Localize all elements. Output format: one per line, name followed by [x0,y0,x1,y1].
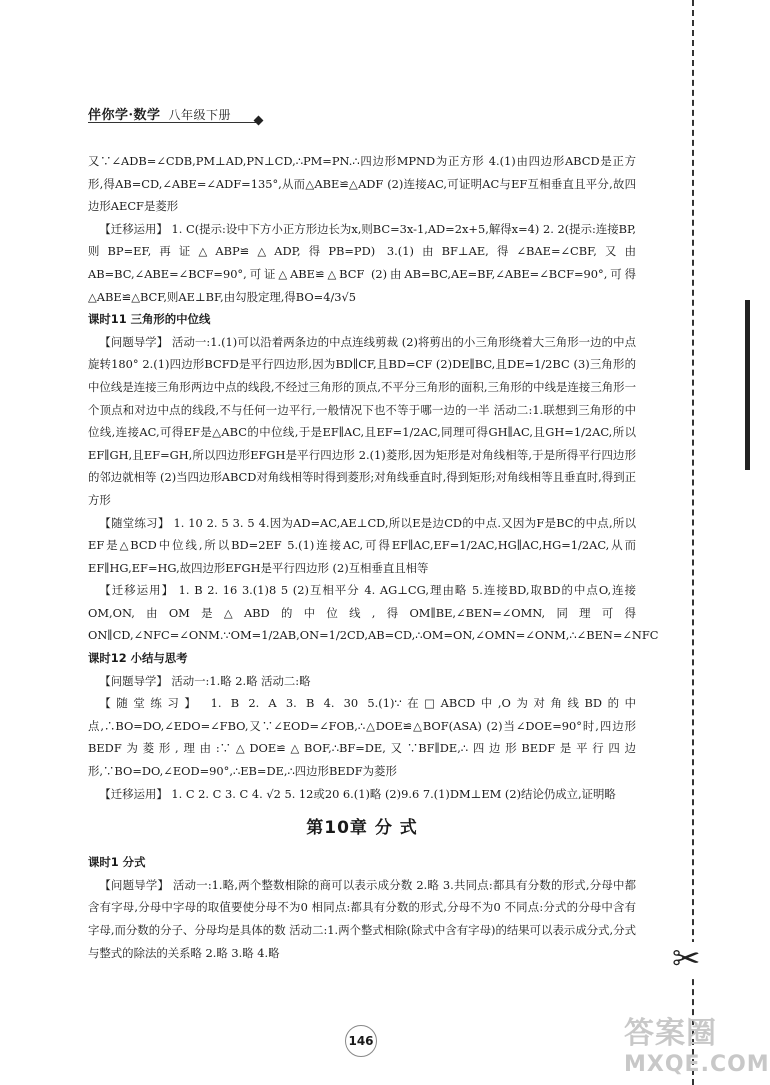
page-edge-bar [745,300,750,470]
answer-paragraph: 【问题导学】 活动一:1.略 2.略 活动二:略 [99,673,311,688]
lesson-heading: 课时11 三角形的中位线 [88,312,211,327]
watermark-line1: 答案圈 [624,1016,717,1051]
answer-paragraph: 【随堂练习】 1. B 2. A 3. B 4. 30 5.(1)∵在□ABCD中,O为对角线BD的中点,∴BO=DO,∠EDO=∠FBO,又∵∠EOD=∠FOB,∴△DOE≌△BOF(ASA) (2)当∠DOE=90°时,四边形BEDF为菱形,理由:∵△DOE≌△BOF,∴BF=DE,又∵BF∥DE,∴四边形BEDF是平行四边形,∵BO=DO,∠EOD=90°,∴EB=DE,∴四边形BEDF为菱形 [88,696,636,779]
grade-label: 八年级下册 [168,108,232,122]
answer-paragraph: 【问题导学】 活动一:1.略,两个整数相除的商可以表示成分数 2.略 3.共同点:都具有分数的形式,分母中都含有字母,分母中字母的取值要使分母不为0 相同点:都具有分数的形式,分母不为0 不同点:分式的分母中含有字母,而分数的分子、分母均是具体的数 活动二:1.两个整式相除(除式中含有字母)的结果可以表示成分式,分式与整式的除法的关系略 2.略 3.略 4.略 [88,877,636,960]
answer-paragraph: 【随堂练习】 1. 10 2. 5 3. 5 4.因为AD=AC,AE⊥CD,所以E是边CD的中点.又因为F是BC的中点,所以EF是△BCD中位线,所以BD=2EF 5.(1)连接AC,可得EF∥AC,EF=1/2AC,HG∥AC,HG=1/2AC,从而EF∥HG,EF=HG,故四边形EFGH是平行四边形 (2)互相垂直且相等 [88,515,636,575]
lesson-heading: 课时1 分式 [88,855,146,870]
diamond-icon [254,116,264,126]
answer-content [88,150,659,964]
header-rule [88,122,258,123]
answer-paragraph: 又∵∠ADB=∠CDB,PM⊥AD,PN⊥CD,∴PM=PN.∴四边形MPND为正方形 4.(1)由四边形ABCD是正方形,得AB=CD,∠ABE=∠ADF=135°,从而△ABE≌△ADF (2)连接AC,可证明AC与EF互相垂直且平分,故四边形AECF是菱形 [88,154,636,214]
answer-paragraph: 【迁移运用】 1. C 2. C 3. C 4. √2 5. 12或20 6.(1)略 (2)9.6 7.(1)DM⊥EM (2)结论仍成立,证明略 [99,786,616,801]
chapter-title: 第10章 分 式 [306,818,418,839]
lesson-heading: 课时12 小结与思考 [88,651,188,666]
book-title: 伴你学·数学 [88,108,161,123]
answer-paragraph: 【问题导学】 活动一:1.(1)可以沿着两条边的中点连线剪裁 (2)将剪出的小三角形绕着大三角形一边的中点旋转180° 2.(1)四边形BCFD是平行四边形,因为BD∥CF,且BD=CF (2)DE∥BC,且DE=1/2BC (3)三角形的中位线是连接三角形两边中点的线段,不经过三角形的顶点,不平分三角形的面积,三角形的中线是连接三角形一个顶点和对边中点的线段,不与任何一边平行,一般情况下也不等于哪一边的一半 活动二:1.联想到三角形的中位线,连接AC,可得EF是△ABC的中位线,于是EF∥AC,且EF=1/2AC,同理可得GH∥AC,且GH=1/2AC,所以EF∥GH,且EF=GH,所以四边形EFGH是平行四边形 2.(1)菱形,因为矩形是对角线相等,于是所得平行四边形的邻边就相等 (2)当四边形ABCD对角线相等时得到菱形;对角线垂直时,得到矩形;对角线相等且垂直时,得到正方形 [88,334,636,507]
scissors-icon: ✂ [672,939,701,979]
site-watermark [624,1016,770,1082]
answer-paragraph: 【迁移运用】 1. C(提示:设中下方小正方形边长为x,则BC=3x-1,AD=2x+5,解得x=4) 2. 2(提示:连接BP,则BP=EF,再证△ABP≌△ADP,得PB=PD) 3.(1)由BF⊥AE,得∠BAE=∠CBF,又由AB=BC,∠ABE=∠BCF=90°,可证△ABE≌△BCF (2)由AB=BC,AE=BF,∠ABE=∠BCF=90°,可得△ABE≌△BCF,则AE⊥BF,由勾股定理,得BO=4/3√5 [88,221,636,304]
page-number: 146 [345,1025,377,1057]
book-header [88,104,231,123]
watermark-line2: MXQE.COM [624,1052,770,1077]
cut-line [692,0,694,1085]
answer-paragraph: 【迁移运用】 1. B 2. 16 3.(1)8 5 (2)互相平分 4. AG⊥CG,理由略 5.连接BD,取BD的中点O,连接OM,ON,由OM是△ABD的中位线,得OM∥BE,∠BEN=∠OMN,同理可得ON∥CD,∠NFC=∠ONM.∵OM=1/2AB,ON=1/2CD,AB=CD,∴OM=ON,∠OMN=∠ONM,∴∠BEN=∠NFC [88,583,659,643]
